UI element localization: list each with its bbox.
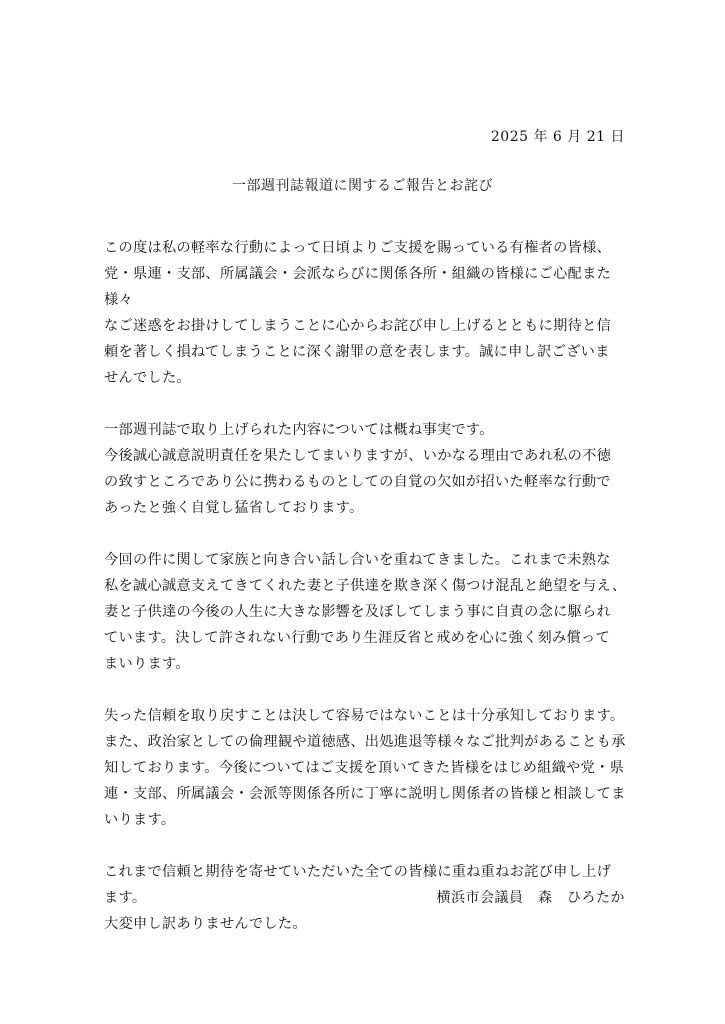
paragraph-family: 今回の件に関して家族と向き合い話し合いを重ねてきました。これまで未熟な 私を誠心誠意支えてきてくれた妻と子供達を欺き深く傷つけ混乱と絶望を与え、 妻と子供達の今後の人生に大きな影響を及ぼしてしまう事に自責の念に駆られ ています。決して許されない行動であり生涯反省と戒めを心に強く刻み償って まいります。 (104, 552, 627, 672)
paragraph-trust: 失った信頼を取り戻すことは決して容易ではないことは十分承知しております。 また、政治家としての倫理観や道徳感、出処進退等様々なご批判があることも承 知しております。今後についてはご支援を頂いてきた皆様をはじめ組織や党・県 連・支部、所属議会・会派等関係各所に丁寧に説明し関係者の皆様と相談してま いります。 (104, 708, 626, 828)
signature: 横浜市会議員 森 ひろたか (436, 890, 625, 906)
paragraph-apology-intro: この度は私の軽率な行動によって日頃よりご支援を賜っている有権者の皆様、 党・県連・支部、所属議会・会派ならびに関係各所・組織の皆様にご心配また様々 なご迷惑をお掛けしてしまうことに心からお詫び申し上げるとともに期待と信 頼を著しく損ねてしまうことに深く謝罪の意を表します。誠に申し訳ございま せんでした。 (104, 240, 612, 386)
paragraph-facts: 一部週刊誌で取り上げられた内容については概ね事実です。 今後誠心誠意説明責任を果たしてまいりますが、いかなる理由であれ私の不徳 の致すところであり公に携わるものとしての自覚の欠如が招いた軽率な行動で あったと強く自覚し猛省しております。 (104, 422, 612, 516)
document-date: 2025 年 6 月 21 日 (490, 129, 625, 145)
paragraph-closing: これまで信頼と期待を寄せていただいた全ての皆様に重ね重ねお詫び申し上げ ます。 大変申し訳ありませんでした。 (104, 864, 612, 932)
document-body (104, 235, 629, 937)
document-title: 一部週刊誌報道に関するご報告とお詫び (232, 178, 493, 194)
